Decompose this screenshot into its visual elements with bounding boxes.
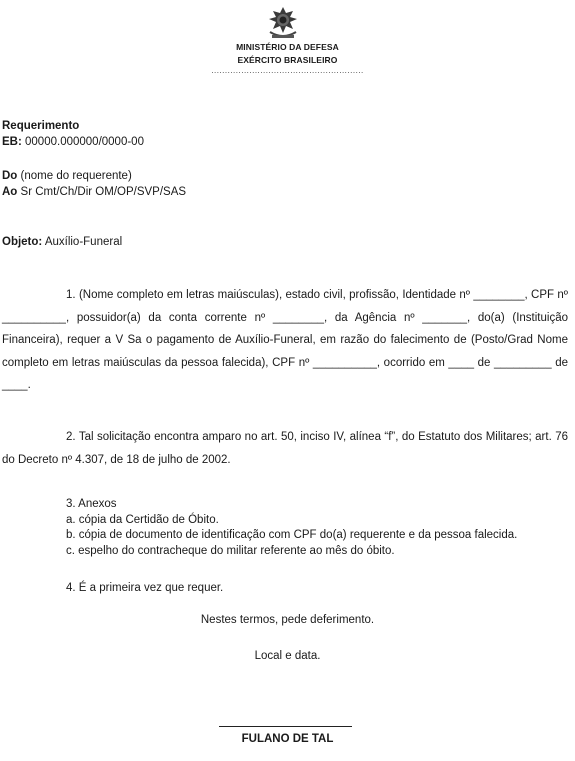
subject-value: Auxílio-Funeral: [44, 236, 123, 248]
eb-number: 00000.000000/0000-00: [25, 136, 144, 148]
army-header: EXÉRCITO BRASILEIRO: [237, 55, 338, 65]
to-line: [2, 186, 186, 198]
from-line: [2, 170, 132, 182]
header-dotted-line: ........................................................: [211, 66, 364, 75]
place-date: Local e data.: [254, 650, 321, 662]
request-title: Requerimento: [2, 120, 80, 132]
subject-line: [2, 236, 122, 248]
signature-line: [219, 726, 352, 727]
to-label: Ao: [2, 186, 18, 198]
from-value: (nome do requerente): [20, 170, 132, 182]
paragraph-2: 2. Tal solicitação encontra amparo no art. 50, inciso IV, alínea “f”, do Estatuto dos Militares; art. 76 do Decreto nº 4.307, de 18 de julho de 2002.: [2, 431, 568, 466]
attachments-list: [66, 497, 517, 559]
eb-label: EB:: [2, 136, 22, 148]
attachments-heading: 3. Anexos: [66, 498, 117, 510]
from-label: Do: [2, 170, 18, 182]
attachment-item: c. espelho do contracheque do militar referente ao mês do óbito.: [66, 544, 395, 557]
paragraph-1: 1. (Nome completo em letras maiúsculas), estado civil, profissão, Identidade nº ________, CPF nº __________, possuidor(a) da conta corrente nº ________, da Agência nº _______, do(a) (Instituição Financeira), requer a V Sa o pagamento de Auxílio-Funeral, em razão do falecimento de (Posto/Grad Nome completo em letras maiúsculas da pessoa falecida), CPF nº __________, ocorrido em ____ de _________ de ____.: [2, 289, 568, 392]
signature-name: FULANO DE TAL: [241, 733, 334, 745]
coat-of-arms-icon: [264, 6, 302, 40]
ministry-header: MINISTÉRIO DA DEFESA: [236, 42, 339, 52]
attachment-item: a. cópia da Certidão de Óbito.: [66, 513, 219, 526]
attachment-item: b. cópia de documento de identificação com CPF do(a) requerente e da pessoa falecida.: [66, 529, 518, 542]
to-value: Sr Cmt/Ch/Dir OM/OP/SVP/SAS: [20, 186, 187, 198]
closing-text: Nestes termos, pede deferimento.: [200, 614, 375, 626]
request-number: [2, 136, 144, 148]
subject-label: Objeto:: [2, 236, 43, 248]
first-time-statement: 4. É a primeira vez que requer.: [66, 582, 224, 594]
